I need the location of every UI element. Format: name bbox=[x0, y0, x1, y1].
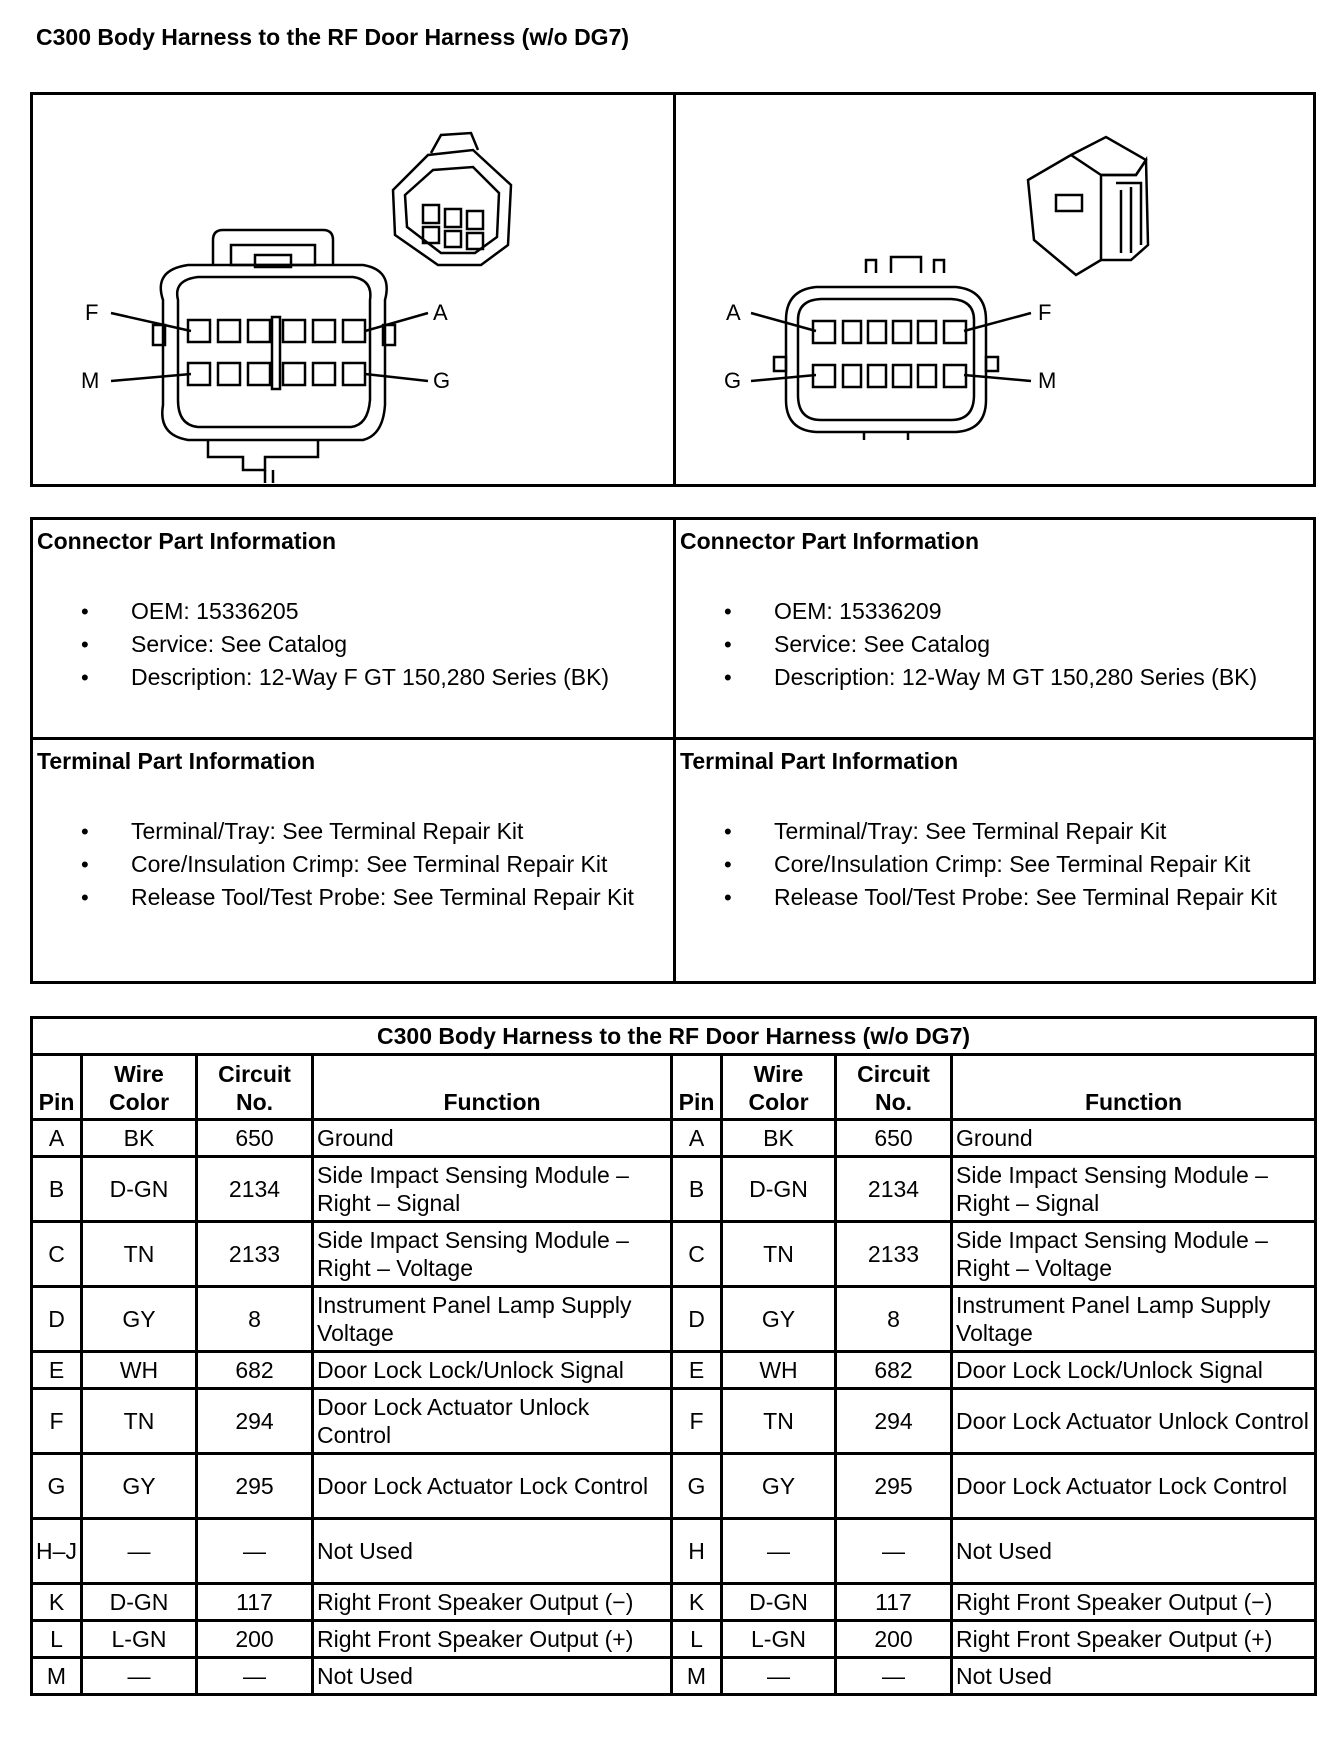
header-function: Function bbox=[952, 1055, 1316, 1120]
pin-cell: B bbox=[32, 1157, 82, 1222]
list-item: • Core/Insulation Crimp: See Terminal Repair Kit bbox=[81, 851, 661, 878]
function-cell: Instrument Panel Lamp Supply Voltage bbox=[313, 1287, 672, 1352]
circuit-no-cell: 682 bbox=[197, 1352, 313, 1389]
circuit-no-cell: 2133 bbox=[836, 1222, 952, 1287]
function-cell: Door Lock Lock/Unlock Signal bbox=[313, 1352, 672, 1389]
header-circuit-no: Circuit No. bbox=[197, 1055, 313, 1120]
circuit-no-cell: 2133 bbox=[197, 1222, 313, 1287]
wire-color-cell: — bbox=[82, 1658, 197, 1695]
wire-color-cell: BK bbox=[82, 1120, 197, 1157]
header-wire-color: Wire Color bbox=[722, 1055, 836, 1120]
function-cell: Not Used bbox=[313, 1658, 672, 1695]
table-row bbox=[32, 1352, 1316, 1389]
wire-color-cell: TN bbox=[82, 1389, 197, 1454]
function-cell: Not Used bbox=[313, 1519, 672, 1584]
pin-cell: F bbox=[32, 1389, 82, 1454]
header-pin: Pin bbox=[672, 1055, 722, 1120]
circuit-no-cell: 117 bbox=[836, 1584, 952, 1621]
function-cell: Ground bbox=[952, 1120, 1316, 1157]
wire-color-cell: D-GN bbox=[82, 1157, 197, 1222]
pin-cell: E bbox=[32, 1352, 82, 1389]
wire-color-cell: TN bbox=[82, 1222, 197, 1287]
pin-cell: C bbox=[672, 1222, 722, 1287]
wire-color-cell: — bbox=[82, 1519, 197, 1584]
bullet-list bbox=[81, 598, 609, 697]
table-row bbox=[32, 1157, 1316, 1222]
wire-color-cell: D-GN bbox=[82, 1584, 197, 1621]
list-item: • Terminal/Tray: See Terminal Repair Kit bbox=[81, 818, 661, 845]
list-item: • Description: 12-Way F GT 150,280 Series (BK) bbox=[81, 664, 609, 691]
circuit-no-cell: 117 bbox=[197, 1584, 313, 1621]
section-heading: Terminal Part Information bbox=[37, 748, 316, 774]
page-title: C300 Body Harness to the RF Door Harness (w/o DG7) bbox=[36, 24, 630, 50]
function-cell: Door Lock Lock/Unlock Signal bbox=[952, 1352, 1316, 1389]
bullet-list bbox=[724, 818, 1304, 917]
pin-cell: H–J bbox=[32, 1519, 82, 1584]
pin-cell: E bbox=[672, 1352, 722, 1389]
pin-label-m: M bbox=[81, 368, 100, 393]
circuit-no-cell: 294 bbox=[836, 1389, 952, 1454]
wire-color-cell: WH bbox=[82, 1352, 197, 1389]
wire-color-cell: GY bbox=[82, 1454, 197, 1519]
pin-label-g: G bbox=[724, 368, 742, 393]
table-row bbox=[32, 1519, 1316, 1584]
function-cell: Side Impact Sensing Module – Right – Voltage bbox=[952, 1222, 1316, 1287]
function-cell: Not Used bbox=[952, 1658, 1316, 1695]
function-cell: Right Front Speaker Output (−) bbox=[952, 1584, 1316, 1621]
male-connector-diagram bbox=[676, 95, 1316, 484]
wire-color-cell: D-GN bbox=[722, 1157, 836, 1222]
section-heading: Terminal Part Information bbox=[680, 748, 959, 774]
list-item: • Description: 12-Way M GT 150,280 Series (BK) bbox=[724, 664, 1257, 691]
female-connector-diagram bbox=[33, 95, 673, 484]
pin-label-g: G bbox=[433, 368, 451, 393]
connector-info-left bbox=[33, 520, 673, 737]
part-info-grid bbox=[30, 517, 1316, 984]
list-item: • Service: See Catalog bbox=[81, 631, 609, 658]
list-item: • Release Tool/Test Probe: See Terminal Repair Kit bbox=[724, 884, 1304, 911]
list-item: • OEM: 15336205 bbox=[81, 598, 609, 625]
wire-color-cell: L-GN bbox=[722, 1621, 836, 1658]
connector-diagram-panel bbox=[30, 92, 1316, 487]
function-cell: Instrument Panel Lamp Supply Voltage bbox=[952, 1287, 1316, 1352]
pin-cell: L bbox=[672, 1621, 722, 1658]
function-cell: Right Front Speaker Output (−) bbox=[313, 1584, 672, 1621]
circuit-no-cell: 295 bbox=[197, 1454, 313, 1519]
pin-label-m: M bbox=[1038, 368, 1057, 393]
circuit-no-cell: 295 bbox=[836, 1454, 952, 1519]
list-item: • Release Tool/Test Probe: See Terminal Repair Kit bbox=[81, 884, 661, 911]
section-heading: Connector Part Information bbox=[37, 528, 337, 554]
function-cell: Door Lock Actuator Lock Control bbox=[952, 1454, 1316, 1519]
function-cell: Door Lock Actuator Unlock Control bbox=[952, 1389, 1316, 1454]
terminal-info-right bbox=[676, 740, 1316, 984]
header-function: Function bbox=[313, 1055, 672, 1120]
list-item: • Terminal/Tray: See Terminal Repair Kit bbox=[724, 818, 1304, 845]
table-row bbox=[32, 1584, 1316, 1621]
function-cell: Not Used bbox=[952, 1519, 1316, 1584]
bullet-list bbox=[81, 818, 661, 917]
table-row bbox=[32, 1658, 1316, 1695]
function-cell: Side Impact Sensing Module – Right – Voltage bbox=[313, 1222, 672, 1287]
wire-color-cell: GY bbox=[82, 1287, 197, 1352]
wire-color-cell: TN bbox=[722, 1222, 836, 1287]
bullet-list bbox=[724, 598, 1257, 697]
circuit-no-cell: — bbox=[197, 1658, 313, 1695]
wire-color-cell: — bbox=[722, 1519, 836, 1584]
pin-cell: H bbox=[672, 1519, 722, 1584]
pin-cell: D bbox=[672, 1287, 722, 1352]
wire-color-cell: GY bbox=[722, 1287, 836, 1352]
table-caption: C300 Body Harness to the RF Door Harness (w/o DG7) bbox=[32, 1018, 1316, 1055]
table-row bbox=[32, 1287, 1316, 1352]
wire-color-cell: — bbox=[722, 1658, 836, 1695]
terminal-info-left bbox=[33, 740, 673, 984]
circuit-no-cell: — bbox=[836, 1658, 952, 1695]
pin-cell: K bbox=[32, 1584, 82, 1621]
pin-cell: A bbox=[32, 1120, 82, 1157]
pin-cell: K bbox=[672, 1584, 722, 1621]
wire-color-cell: BK bbox=[722, 1120, 836, 1157]
function-cell: Side Impact Sensing Module – Right – Signal bbox=[952, 1157, 1316, 1222]
pin-cell: G bbox=[672, 1454, 722, 1519]
pin-label-f: F bbox=[85, 300, 99, 325]
pin-cell: D bbox=[32, 1287, 82, 1352]
function-cell: Ground bbox=[313, 1120, 672, 1157]
pin-cell: C bbox=[32, 1222, 82, 1287]
pin-label-f: F bbox=[1038, 300, 1052, 325]
list-item: • Service: See Catalog bbox=[724, 631, 1257, 658]
table-row bbox=[32, 1621, 1316, 1658]
table-row bbox=[32, 1222, 1316, 1287]
connector-info-right bbox=[676, 520, 1316, 737]
pin-cell: G bbox=[32, 1454, 82, 1519]
function-cell: Right Front Speaker Output (+) bbox=[952, 1621, 1316, 1658]
table-row bbox=[32, 1454, 1316, 1519]
circuit-no-cell: 2134 bbox=[197, 1157, 313, 1222]
wire-color-cell: L-GN bbox=[82, 1621, 197, 1658]
circuit-no-cell: 8 bbox=[836, 1287, 952, 1352]
header-pin: Pin bbox=[32, 1055, 82, 1120]
pin-label-a: A bbox=[433, 300, 448, 325]
circuit-no-cell: 650 bbox=[836, 1120, 952, 1157]
pin-cell: L bbox=[32, 1621, 82, 1658]
wire-color-cell: GY bbox=[722, 1454, 836, 1519]
wire-color-cell: TN bbox=[722, 1389, 836, 1454]
circuit-no-cell: 294 bbox=[197, 1389, 313, 1454]
circuit-no-cell: 682 bbox=[836, 1352, 952, 1389]
circuit-no-cell: — bbox=[197, 1519, 313, 1584]
pin-cell: M bbox=[672, 1658, 722, 1695]
function-cell: Door Lock Actuator Unlock Control bbox=[313, 1389, 672, 1454]
list-item: • OEM: 15336209 bbox=[724, 598, 1257, 625]
pinout-table bbox=[30, 1016, 1317, 1696]
pin-cell: A bbox=[672, 1120, 722, 1157]
circuit-no-cell: 8 bbox=[197, 1287, 313, 1352]
section-heading: Connector Part Information bbox=[680, 528, 980, 554]
wire-color-cell: D-GN bbox=[722, 1584, 836, 1621]
function-cell: Door Lock Actuator Lock Control bbox=[313, 1454, 672, 1519]
table-row bbox=[32, 1389, 1316, 1454]
pin-cell: F bbox=[672, 1389, 722, 1454]
circuit-no-cell: — bbox=[836, 1519, 952, 1584]
pinout-rows bbox=[32, 1120, 1316, 1695]
circuit-no-cell: 650 bbox=[197, 1120, 313, 1157]
circuit-no-cell: 200 bbox=[836, 1621, 952, 1658]
list-item: • Core/Insulation Crimp: See Terminal Repair Kit bbox=[724, 851, 1304, 878]
circuit-no-cell: 2134 bbox=[836, 1157, 952, 1222]
circuit-no-cell: 200 bbox=[197, 1621, 313, 1658]
wire-color-cell: WH bbox=[722, 1352, 836, 1389]
function-cell: Side Impact Sensing Module – Right – Signal bbox=[313, 1157, 672, 1222]
table-row bbox=[32, 1120, 1316, 1157]
pin-cell: B bbox=[672, 1157, 722, 1222]
pin-cell: M bbox=[32, 1658, 82, 1695]
pin-label-a: A bbox=[726, 300, 741, 325]
function-cell: Right Front Speaker Output (+) bbox=[313, 1621, 672, 1658]
header-wire-color: Wire Color bbox=[82, 1055, 197, 1120]
header-circuit-no: Circuit No. bbox=[836, 1055, 952, 1120]
